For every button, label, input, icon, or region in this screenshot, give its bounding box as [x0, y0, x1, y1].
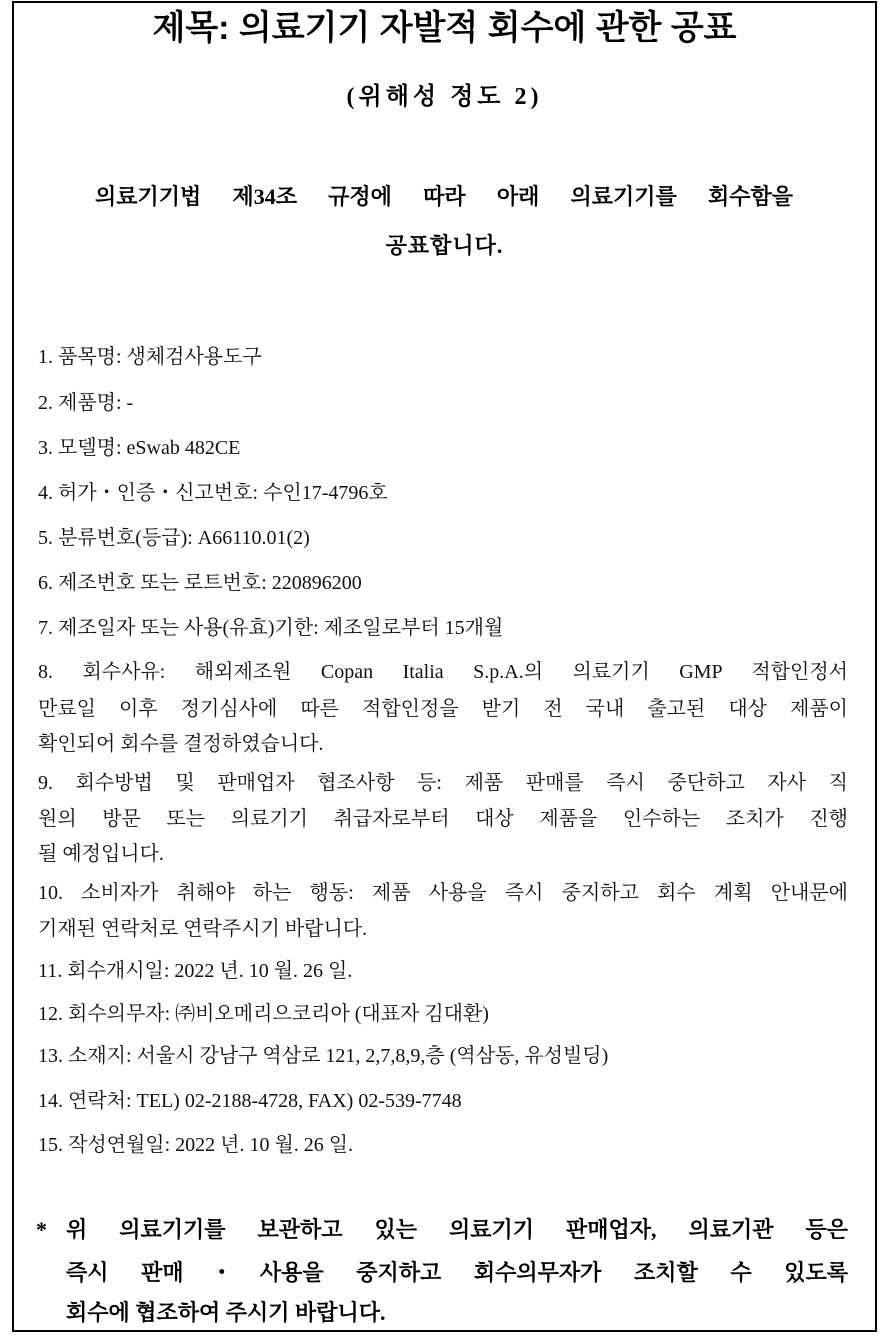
- item-line-classification: 5. 분류번호(등급): A66110.01(2): [38, 527, 310, 549]
- item-line-model-name: 3. 모델명: eSwab 482CE: [38, 437, 241, 459]
- item-line-recall-reason: 8. 회수사유: 해외제조원 Copan Italia S.p.A.의 의료기기 GMP 적합인정서: [38, 661, 848, 683]
- item-line-consumer-action: 10. 소비자가 취해야 하는 행동: 제품 사용을 즉시 중지하고 회수 계획 안내문에: [38, 882, 848, 904]
- footer-note-line: 위 의료기기를 보관하고 있는 의료기기 판매업자, 의료기관 등은: [66, 1217, 848, 1242]
- item-line-expiry: 7. 제조일자 또는 사용(유효)기한: 제조일로부터 15개월: [38, 617, 504, 639]
- intro-line: 의료기기법 제34조 규정에 따라 아래 의료기기를 회수함을: [95, 184, 793, 209]
- item-line-product-category: 1. 품목명: 생체검사용도구: [38, 346, 262, 368]
- item-line-recall-reason: 확인되어 회수를 결정하였습니다.: [38, 733, 324, 755]
- item-line-consumer-action: 기재된 연락처로 연락주시기 바랍니다.: [38, 918, 368, 940]
- item-line-recall-reason: 만료일 이후 정기심사에 따른 적합인정을 받기 전 국내 출고된 대상 제품이: [38, 698, 848, 720]
- item-line-address: 13. 소재지: 서울시 강남구 역삼로 121, 2,7,8,9,층 (역삼동, 유성빌딩): [38, 1045, 609, 1067]
- item-line-product-name: 2. 제품명: -: [38, 392, 134, 414]
- item-line-recall-method: 될 예정입니다.: [38, 843, 164, 865]
- footer-note-line: 회수에 협조하여 주시기 바랍니다.: [66, 1300, 386, 1325]
- asterisk-marker: *: [36, 1217, 47, 1242]
- footer-note-line: 즉시 판매・사용을 중지하고 회수의무자가 조치할 수 있도록: [66, 1260, 848, 1285]
- item-line-written-date: 15. 작성연월일: 2022 년. 10 월. 26 일.: [38, 1134, 354, 1156]
- item-line-contact: 14. 연락처: TEL) 02-2188-4728, FAX) 02-539-7748: [38, 1090, 462, 1112]
- item-line-recall-method: 원의 방문 또는 의료기기 취급자로부터 대상 제품을 인수하는 조치가 진행: [38, 808, 848, 830]
- item-line-recall-method: 9. 회수방법 및 판매업자 협조사항 등: 제품 판매를 즉시 중단하고 자사 직: [38, 772, 848, 794]
- item-line-responsible-party: 12. 회수의무자: ㈜비오메리으코리아 (대표자 김대환): [38, 1003, 489, 1025]
- item-line-recall-start-date: 11. 회수개시일: 2022 년. 10 월. 26 일.: [38, 960, 353, 982]
- item-line-lot-number: 6. 제조번호 또는 로트번호: 220896200: [38, 572, 362, 594]
- intro-line: 공표합니다.: [385, 233, 504, 258]
- item-line-license-number: 4. 허가・인증・신고번호: 수인17-4796호: [38, 482, 388, 504]
- document-title: 제목: 의료기기 자발적 회수에 관한 공표: [152, 9, 737, 47]
- hazard-level-subtitle: (위해성 정도 2): [346, 84, 543, 110]
